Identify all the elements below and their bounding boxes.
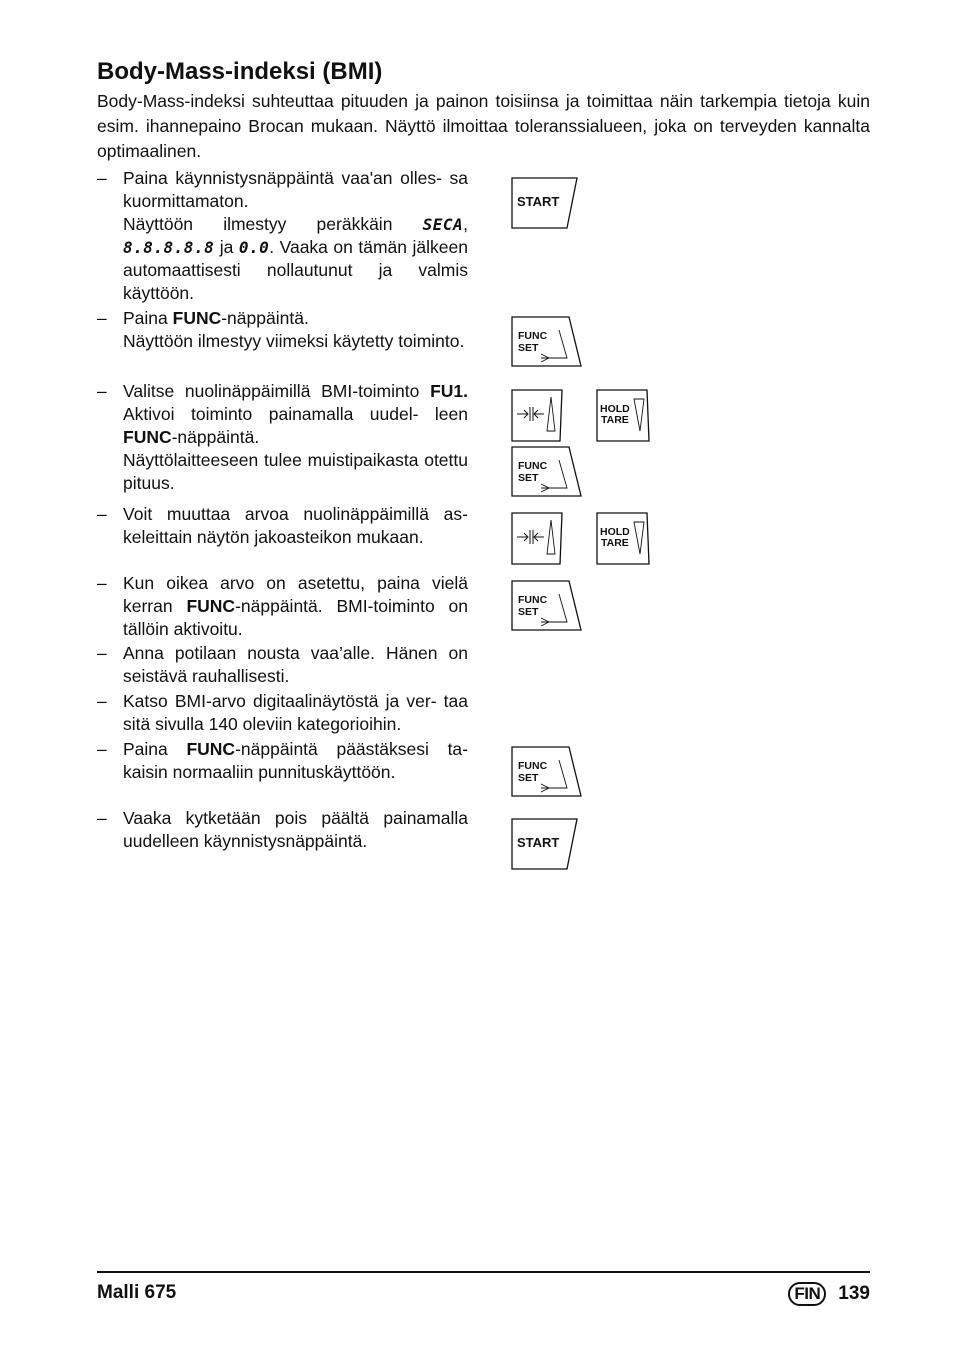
func-set-key-icon [511, 580, 583, 632]
step-2-text-2: Näyttöön ilmestyy viimeksi käytetty toiminto. [123, 331, 465, 351]
page-number: 139 [838, 1283, 870, 1304]
footer-right [788, 1282, 870, 1306]
func-set-key-icon [511, 316, 583, 368]
start-key-label: START [517, 194, 560, 209]
step-1 [97, 167, 468, 305]
lcd-seca: SECA [422, 215, 464, 234]
start-key-label: START [517, 835, 560, 850]
step-dash: – [97, 504, 107, 524]
lcd-all-segments: 8.8.8.8.8 [123, 238, 215, 257]
step-6-text: Anna potilaan nousta vaa’alle. Hänen on seistävä rauhallisesti. [123, 643, 468, 686]
step-dash: – [97, 168, 107, 188]
step-3 [97, 380, 468, 495]
start-key-icon [511, 177, 579, 229]
func-key-label: FUNC [518, 594, 548, 606]
tare-key-label: TARE [601, 414, 629, 426]
language-badge: FIN [788, 1282, 826, 1306]
hold-key-label: HOLD [600, 403, 630, 415]
step-2 [97, 307, 468, 353]
step-dash: – [97, 573, 107, 593]
step-4 [97, 503, 468, 549]
set-key-label: SET [518, 772, 539, 784]
step-3-text: Valitse nuolinäppäimillä BMI-toiminto FU1. Aktivoi toiminto painamalla uudel- leen FUNC-näppäintä. [123, 381, 468, 447]
step-dash: – [97, 808, 107, 828]
step-2-text: Paina FUNC-näppäintä. [123, 308, 309, 328]
step-dash: – [97, 381, 107, 401]
step-7 [97, 690, 468, 736]
set-key-label: SET [518, 342, 539, 354]
step-9-text: Vaaka kytketään pois päältä painamalla uudelleen käynnistysnäppäintä. [123, 808, 468, 851]
step-8-text: Paina FUNC-näppäintä päästäksesi ta- kaisin normaaliin punnituskäyttöön. [123, 739, 468, 782]
hold-key-label: HOLD [600, 526, 630, 538]
arrow-key-icon [511, 512, 565, 566]
func-key-label: FUNC [518, 330, 548, 342]
set-key-label: SET [518, 606, 539, 618]
lcd-zero: 0.0 [238, 238, 270, 257]
func-key-label: FUNC [518, 760, 548, 772]
step-8 [97, 738, 468, 784]
step-dash: – [97, 739, 107, 759]
step-9 [97, 807, 468, 853]
step-1-display-text: Näyttöön ilmestyy peräkkäin SECA, 8.8.8.8.8 ja 0.0. Vaaka on tämän jälkeen automaattisesti nollautunut ja valmis käyttöön. [123, 214, 468, 303]
start-key-icon [511, 818, 579, 870]
step-7-text: Katso BMI-arvo digitaalinäytöstä ja ver- taa sitä sivulla 140 oleviin kategorioihin. [123, 691, 468, 734]
hold-tare-key-icon [596, 512, 652, 566]
page-title: Body-Mass-indeksi (BMI) [97, 58, 383, 85]
step-5 [97, 572, 468, 641]
intro-paragraph: Body-Mass-indeksi suhteuttaa pituuden ja painon toisiinsa ja toimittaa näin tarkempia tietoja kuin esim. ihannepaino Brocan mukaan. Näyttö ilmoittaa toleranssialueen, joka on terveyden kannalta optimaalinen. [97, 91, 870, 161]
step-dash: – [97, 691, 107, 711]
func-set-key-icon [511, 446, 583, 498]
footer-divider [97, 1271, 870, 1273]
step-dash: – [97, 643, 107, 663]
step-5-text: Kun oikea arvo on asetettu, paina vielä kerran FUNC-näppäintä. BMI-toiminto on tällöin aktivoitu. [123, 573, 468, 639]
step-1-text: Paina käynnistysnäppäintä vaa'an olles- sa kuormittamaton. [123, 168, 468, 211]
func-key-label: FUNC [518, 460, 548, 472]
step-3-text-2: Näyttölaitteeseen tulee muistipaikasta otettu pituus. [123, 450, 468, 493]
footer-model: Malli 675 [97, 1282, 177, 1303]
hold-tare-key-icon [596, 389, 652, 443]
func-set-key-icon [511, 746, 583, 798]
tare-key-label: TARE [601, 537, 629, 549]
step-4-text: Voit muuttaa arvoa nuolinäppäimillä as- keleittain näytön jakoasteikon mukaan. [123, 504, 468, 547]
step-dash: – [97, 308, 107, 328]
step-6 [97, 642, 468, 688]
set-key-label: SET [518, 472, 539, 484]
arrow-key-icon [511, 389, 565, 443]
